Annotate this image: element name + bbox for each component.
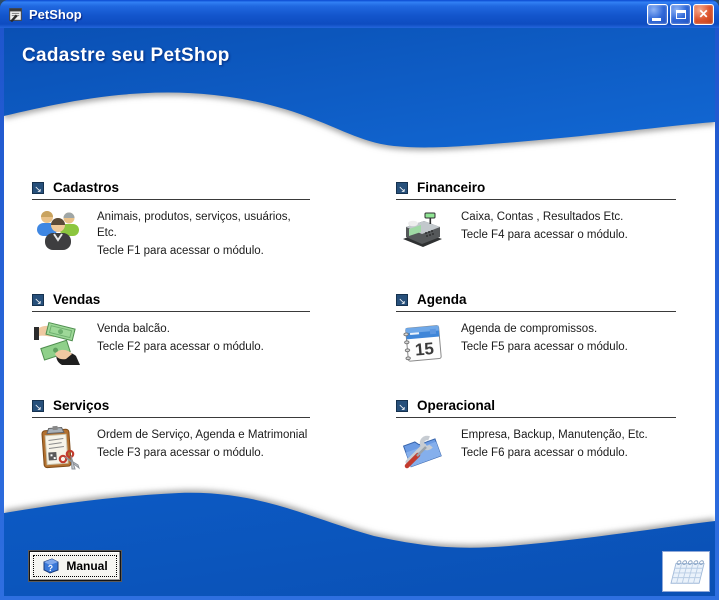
module-desc: Agenda de compromissos. — [461, 323, 598, 335]
minimize-icon — [652, 18, 661, 21]
minimize-button[interactable] — [647, 4, 668, 25]
module-title: Operacional — [417, 398, 496, 413]
module-title: Serviços — [53, 398, 110, 413]
help-book-icon — [42, 558, 60, 574]
module-cadastros-header — [32, 180, 310, 200]
arrow-down-right-icon: ↘ — [396, 400, 408, 412]
module-vendas[interactable] — [32, 292, 310, 366]
close-button[interactable] — [693, 4, 714, 25]
module-hint: Tecle F6 para acessar o módulo. — [461, 447, 628, 459]
calendar-pad-icon — [667, 557, 705, 587]
calendar-icon — [398, 318, 446, 366]
module-desc: Ordem de Serviço, Agenda e Matrimonial — [97, 429, 308, 441]
window-title: PetShop — [29, 6, 82, 22]
titlebar — [0, 0, 719, 28]
module-servicos[interactable] — [32, 398, 310, 472]
module-operacional-header — [396, 398, 676, 418]
manual-button[interactable] — [29, 551, 121, 581]
module-title: Cadastros — [53, 180, 120, 195]
module-desc: Empresa, Backup, Manutenção, Etc. — [461, 429, 648, 441]
module-vendas-header — [32, 292, 310, 312]
module-financeiro[interactable] — [396, 180, 676, 254]
content-area — [4, 28, 715, 596]
arrow-down-right-icon: ↘ — [32, 400, 44, 412]
module-cadastros[interactable] — [32, 180, 310, 259]
module-financeiro-header — [396, 180, 676, 200]
folder-tools-icon — [398, 424, 446, 472]
close-icon: ✕ — [698, 7, 709, 21]
module-title: Financeiro — [417, 180, 486, 195]
module-hint: Tecle F1 para acessar o módulo. — [97, 245, 264, 257]
module-desc: Caixa, Contas , Resultados Etc. — [461, 211, 624, 223]
manual-button-label: Manual — [66, 559, 108, 573]
money-hands-icon — [34, 318, 82, 366]
manual-button-focus-rect — [33, 555, 117, 577]
maximize-icon — [676, 10, 686, 19]
module-hint: Tecle F3 para acessar o módulo. — [97, 447, 264, 459]
module-operacional[interactable] — [396, 398, 676, 472]
module-hint: Tecle F5 para acessar o módulo. — [461, 341, 628, 353]
people-group-icon — [34, 206, 82, 254]
module-desc: Venda balcão. — [97, 323, 170, 335]
cash-register-icon — [398, 206, 446, 254]
module-desc: Animais, produtos, serviços, usuários, Etc. — [97, 211, 291, 239]
module-servicos-header — [32, 398, 310, 418]
module-hint: Tecle F4 para acessar o módulo. — [461, 229, 628, 241]
module-hint: Tecle F2 para acessar o módulo. — [97, 341, 264, 353]
module-agenda-header — [396, 292, 676, 312]
page-title: Cadastre seu PetShop — [22, 45, 230, 66]
module-agenda[interactable] — [396, 292, 676, 366]
arrow-down-right-icon: ↘ — [396, 294, 408, 306]
svg-text:15: 15 — [414, 339, 435, 360]
notes-button[interactable] — [662, 551, 710, 592]
clipboard-scissors-icon — [34, 424, 82, 472]
svg-text:?: ? — [48, 563, 54, 573]
module-title: Vendas — [53, 292, 101, 307]
arrow-down-right-icon: ↘ — [32, 294, 44, 306]
module-title: Agenda — [417, 292, 467, 307]
arrow-down-right-icon: ↘ — [396, 182, 408, 194]
notepad-pen-icon — [7, 6, 24, 23]
arrow-down-right-icon: ↘ — [32, 182, 44, 194]
maximize-button[interactable] — [670, 4, 691, 25]
